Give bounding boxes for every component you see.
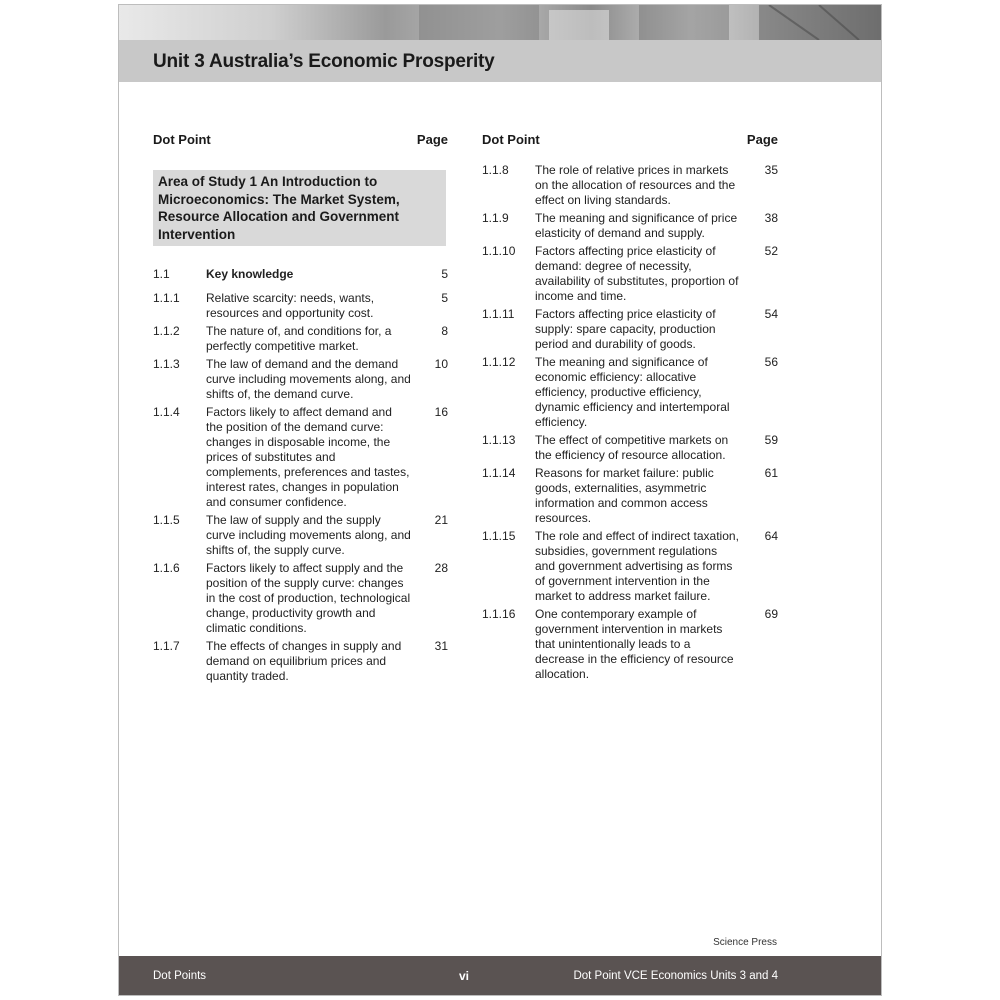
dot-point-number: 1.1.9 [482,211,509,225]
dot-point-text: One contemporary example of government intervention in markets that unintentionally leads to a decrease in the efficiency of resource allocation. [535,607,734,681]
toc-entry [153,357,448,402]
unit-title: Unit 3 Australia’s Economic Prosperity [153,51,495,72]
dot-point-number: 1.1.13 [482,433,516,447]
page-number: 5 [441,267,448,281]
page-number: 61 [764,466,778,480]
dot-point-number: 1.1.7 [153,639,180,653]
dot-point-text: The effect of competitive markets on the efficiency of resource allocation. [535,433,729,462]
toc-entry [153,405,448,510]
dot-point-number: 1.1.4 [153,405,180,419]
book-page [118,4,882,996]
toc-left-column [153,129,448,687]
footer-series-name: Dot Points [153,970,207,982]
page-number: 59 [764,433,778,447]
page-number: 52 [764,244,778,258]
toc-right-column [482,129,778,685]
toc-entry [153,291,448,321]
page-number: 16 [434,405,448,419]
page-heading: Page [746,132,778,147]
dot-point-text: The meaning and significance of economic efficiency: allocative efficiency, productive efficiency, dynamic efficiency and intertemporal efficiency. [535,355,730,429]
header-photo-texture [119,5,881,40]
page-number: 21 [434,513,448,527]
toc-entry [482,307,778,352]
page-number: 10 [434,357,448,371]
footer-page-number: vi [459,969,470,983]
dot-point-number: 1.1 [153,267,170,281]
dot-point-number: 1.1.1 [153,291,180,305]
publisher-credit: Science Press [713,937,777,948]
dot-point-number: 1.1.8 [482,163,509,177]
page-number: 8 [441,324,448,338]
toc-entry [153,513,448,558]
unit-title-band [119,40,881,82]
page-number: 38 [764,211,778,225]
toc-entries-left [153,267,448,684]
toc-entry [482,529,778,604]
dot-point-number: 1.1.6 [153,561,180,575]
dot-point-number: 1.1.5 [153,513,180,527]
dot-point-text: The law of demand and the demand curve including movements along, and shifts of, the demand curve. [206,357,411,401]
toc-entry [482,163,778,208]
dot-point-text: Relative scarcity: needs, wants, resources and opportunity cost. [206,291,375,320]
toc-entries-right [482,163,778,682]
area-of-study-heading: Area of Study 1 An Introduction to Microeconomics: The Market System, Resource Allocation and Government Intervention [153,170,446,246]
page-number: 54 [764,307,778,321]
footer-book-title: Dot Point VCE Economics Units 3 and 4 [573,970,778,982]
toc-entry [482,355,778,430]
dot-point-number: 1.1.10 [482,244,516,258]
dot-point-number: 1.1.12 [482,355,516,369]
toc-entry [153,639,448,684]
dot-point-number: 1.1.3 [153,357,180,371]
toc-entry [482,211,778,241]
dot-point-number: 1.1.2 [153,324,180,338]
dot-point-text: The role of relative prices in markets on the allocation of resources and the effect on living standards. [535,163,736,207]
toc-entry [153,267,448,282]
toc-entry [153,324,448,354]
toc-entry [153,561,448,636]
page-number: 5 [441,291,448,305]
dot-point-text: Factors likely to affect supply and the position of the supply curve: changes in the cost of production, technological change, productivity growth and climatic conditions. [206,561,411,635]
page-number: 64 [764,529,778,543]
dot-point-number: 1.1.14 [482,466,516,480]
page-footer [119,956,881,995]
dot-point-number: 1.1.16 [482,607,516,621]
dot-point-text: The effects of changes in supply and demand on equilibrium prices and quantity traded. [206,639,402,683]
dot-point-number: 1.1.15 [482,529,516,543]
column-header [153,129,448,151]
page-number: 56 [764,355,778,369]
dot-point-text: The meaning and significance of price elasticity of demand and supply. [535,211,738,240]
toc-entry [482,607,778,682]
toc-entry [482,244,778,304]
page-heading: Page [416,132,448,147]
toc-entry [482,466,778,526]
toc-entry [482,433,778,463]
dot-point-text: Reasons for market failure: public goods, externalities, asymmetric information and common access resources. [535,466,714,525]
page-number: 69 [764,607,778,621]
column-header [482,129,778,151]
dot-point-heading: Dot Point [482,132,540,147]
dot-point-text: Factors affecting price elasticity of supply: spare capacity, production period and durability of goods. [535,307,716,351]
page-number: 31 [434,639,448,653]
header-photo-strip [119,5,881,40]
page-number: 28 [434,561,448,575]
dot-point-text: The nature of, and conditions for, a perfectly competitive market. [206,324,392,353]
dot-point-number: 1.1.11 [482,307,515,321]
page-number: 35 [764,163,778,177]
dot-point-text: The law of supply and the supply curve including movements along, and shifts of, the supply curve. [206,513,411,557]
dot-point-text: Key knowledge [206,267,294,281]
dot-point-text: Factors likely to affect demand and the position of the demand curve: changes in disposable income, the prices of substitutes and complements, preferences and tastes, interest rates, changes in population and consumer confidence. [206,405,410,509]
dot-point-heading: Dot Point [153,132,211,147]
dot-point-text: The role and effect of indirect taxation, subsidies, government regulations and government advertising as forms of government intervention in the market to address market failure. [535,529,739,603]
dot-point-text: Factors affecting price elasticity of demand: degree of necessity, availability of substitutes, proportion of income and time. [535,244,739,303]
